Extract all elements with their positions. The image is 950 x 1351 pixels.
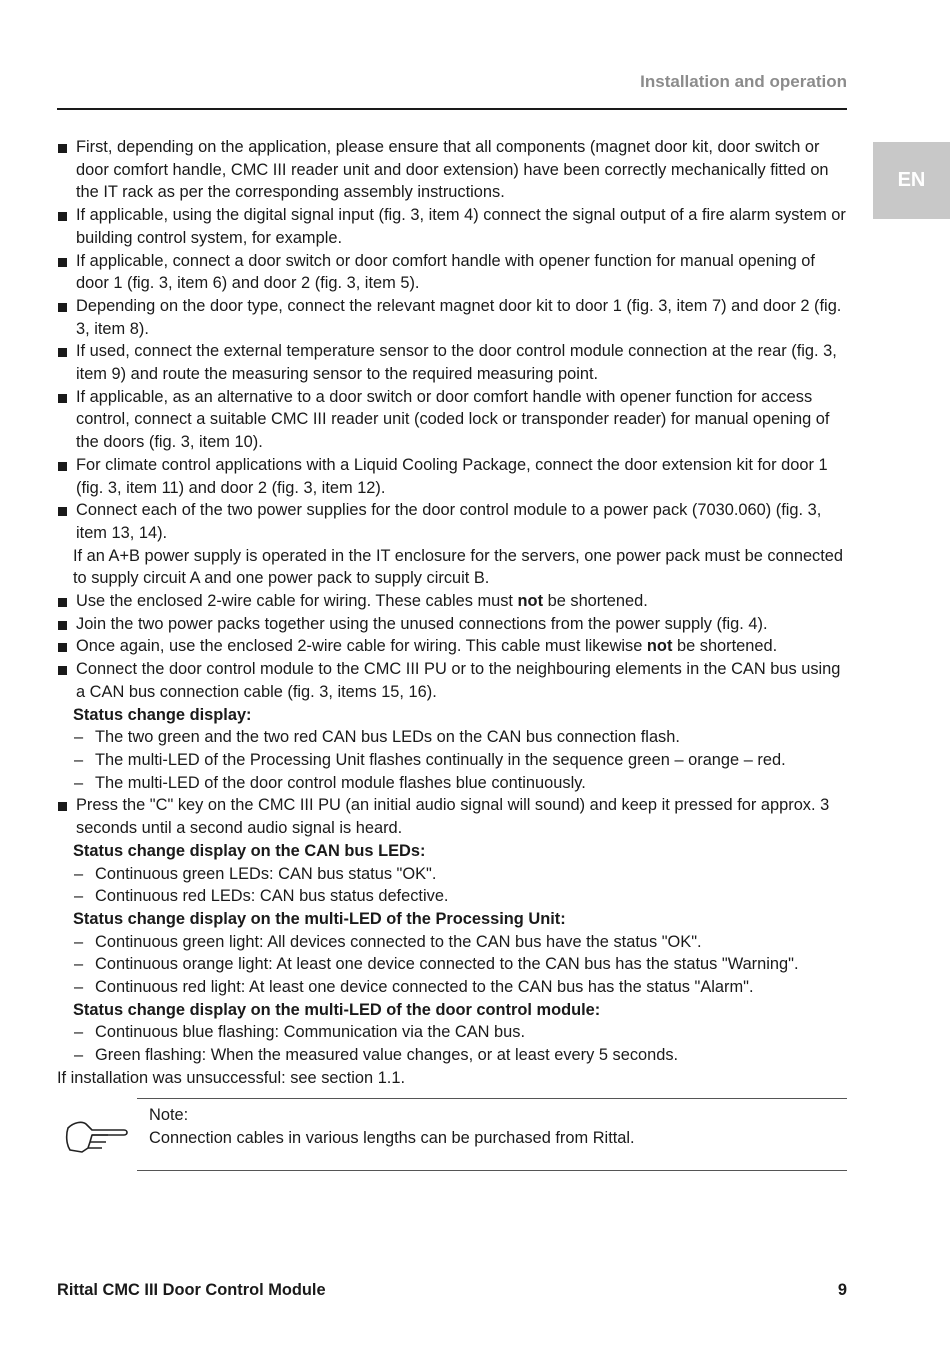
dash-item bbox=[57, 772, 852, 795]
paragraph-text: Join the two power packs together using the unused connections from the power supply (fig. 4). bbox=[76, 614, 768, 633]
bullet-item bbox=[57, 204, 852, 249]
note-divider-top bbox=[137, 1098, 847, 1099]
paragraph-text: Continuous green light: All devices connected to the CAN bus have the status "OK". bbox=[95, 932, 702, 951]
paragraph-text: Continuous red LEDs: CAN bus status defective. bbox=[95, 887, 449, 906]
paragraph-text: The multi-LED of the Processing Unit flashes continually in the sequence green – orange – red. bbox=[95, 750, 786, 769]
paragraph-text: Continuous red light: At least one device connected to the CAN bus has the status "Alarm". bbox=[95, 978, 754, 997]
status-heading bbox=[57, 840, 852, 863]
footer-title: Rittal CMC III Door Control Module bbox=[57, 1281, 326, 1299]
dash-item bbox=[57, 885, 852, 908]
paragraph-text: Continuous blue flashing: Communication via the CAN bus. bbox=[95, 1023, 526, 1042]
closing-paragraph bbox=[57, 1067, 852, 1090]
emphasis-text: not bbox=[646, 637, 673, 656]
status-heading bbox=[57, 908, 852, 931]
paragraph-text: If applicable, connect a door switch or door comfort handle with opener function for manual opening of door 1 (fig. 3, item 6) and door 2 (fig. 3, item 5). bbox=[76, 251, 815, 293]
paragraph-text: be shortened. bbox=[672, 637, 778, 656]
header-divider bbox=[57, 108, 847, 110]
section-header: Installation and operation bbox=[640, 72, 847, 91]
bullet-item bbox=[57, 454, 852, 499]
paragraph-text: Status change display on the multi-LED of the Processing Unit: bbox=[73, 909, 566, 928]
paragraph-text: Continuous orange light: At least one device connected to the CAN bus has the status "Warning". bbox=[95, 955, 799, 974]
paragraph-text: If applicable, using the digital signal input (fig. 3, item 4) connect the signal output of a fire alarm system or building control system, for example. bbox=[76, 206, 846, 247]
paragraph-text: Connect each of the two power supplies for the door control module to a power pack (7030.060) (fig. 3, item 13, 14). bbox=[76, 501, 822, 542]
paragraph-text: Green flashing: When the measured value changes, or at least every 5 seconds. bbox=[95, 1046, 679, 1065]
paragraph-text: The multi-LED of the door control module flashes blue continuously. bbox=[95, 773, 586, 792]
paragraph-text: If applicable, as an alternative to a door switch or door comfort handle with opener function for access control, connect a suitable CMC III reader unit (coded lock or transponder reader) for manual opening of the doors (fig. 3, item 10). bbox=[76, 387, 830, 452]
instructions-body bbox=[57, 136, 852, 1090]
paragraph-text: Use the enclosed 2-wire cable for wiring. These cables must bbox=[76, 592, 518, 611]
dash-item bbox=[57, 726, 852, 749]
bullet-item bbox=[57, 499, 852, 544]
bullet-item bbox=[57, 794, 852, 839]
paragraph-text: Status change display on the multi-LED of the door control module: bbox=[73, 1000, 601, 1019]
paragraph-text: The two green and the two red CAN bus LEDs on the CAN bus connection flash. bbox=[95, 728, 680, 747]
dash-item bbox=[57, 863, 852, 886]
note-label: Note: bbox=[149, 1106, 189, 1124]
dash-item bbox=[57, 749, 852, 772]
paragraph-text: Status change display: bbox=[73, 705, 252, 724]
note-text: Connection cables in various lengths can be purchased from Rittal. bbox=[149, 1129, 635, 1147]
dash-item bbox=[57, 953, 852, 976]
bullet-item bbox=[57, 658, 852, 703]
paragraph-text: Depending on the door type, connect the relevant magnet door kit to door 1 (fig. 3, item 7) and door 2 (fig. 3, item 8). bbox=[76, 296, 842, 338]
continuation-paragraph bbox=[57, 545, 852, 590]
paragraph-text: Continuous green LEDs: CAN bus status "OK". bbox=[95, 864, 437, 883]
page-number: 9 bbox=[837, 1281, 847, 1299]
bullet-item bbox=[57, 386, 852, 454]
bullet-item bbox=[57, 250, 852, 295]
pointing-hand-icon bbox=[62, 1118, 132, 1156]
paragraph-text: Press the "C" key on the CMC III PU (an initial audio signal will sound) and keep it pressed for approx. 3 seconds until a second audio signal is heard. bbox=[76, 796, 830, 838]
paragraph-text: If installation was unsuccessful: see section 1.1. bbox=[57, 1068, 406, 1087]
paragraph-text: Once again, use the enclosed 2-wire cable for wiring. This cable must likewise bbox=[76, 637, 647, 656]
language-tab[interactable]: EN bbox=[873, 142, 950, 219]
bullet-item bbox=[57, 590, 852, 613]
paragraph-text: Connect the door control module to the CMC III PU or to the neighbouring elements in the CAN bus using a CAN bus connection cable (fig. 3, items 15, 16). bbox=[76, 660, 841, 701]
status-heading bbox=[57, 704, 852, 727]
dash-item bbox=[57, 931, 852, 954]
paragraph-text: If used, connect the external temperature sensor to the door control module connection at the rear (fig. 3, item 9) and route the measuring sensor to the required measuring point. bbox=[76, 342, 837, 384]
paragraph-text: If an A+B power supply is operated in the IT enclosure for the servers, one power pack must be connected to supply circuit A and one power pack to supply circuit B. bbox=[73, 546, 844, 588]
bullet-item bbox=[57, 340, 852, 385]
status-heading bbox=[57, 999, 852, 1022]
note-divider-bottom bbox=[137, 1170, 847, 1171]
dash-item bbox=[57, 976, 852, 999]
dash-item bbox=[57, 1044, 852, 1067]
bullet-item bbox=[57, 136, 852, 204]
paragraph-text: be shortened. bbox=[543, 592, 648, 611]
emphasis-text: not bbox=[517, 592, 544, 611]
bullet-item bbox=[57, 635, 852, 658]
bullet-item bbox=[57, 295, 852, 340]
dash-item bbox=[57, 1021, 852, 1044]
paragraph-text: Status change display on the CAN bus LEDs: bbox=[73, 841, 426, 860]
paragraph-text: For climate control applications with a Liquid Cooling Package, connect the door extension kit for door 1 (fig. 3, item 11) and door 2 (fig. 3, item 12). bbox=[76, 455, 828, 497]
bullet-item bbox=[57, 613, 852, 636]
paragraph-text: First, depending on the application, please ensure that all components (magnet door kit, door switch or door comfort handle, CMC III reader unit and door extension) have been correctly mechanically fitted on the IT rack as per the corresponding assembly instructions. bbox=[76, 138, 829, 202]
